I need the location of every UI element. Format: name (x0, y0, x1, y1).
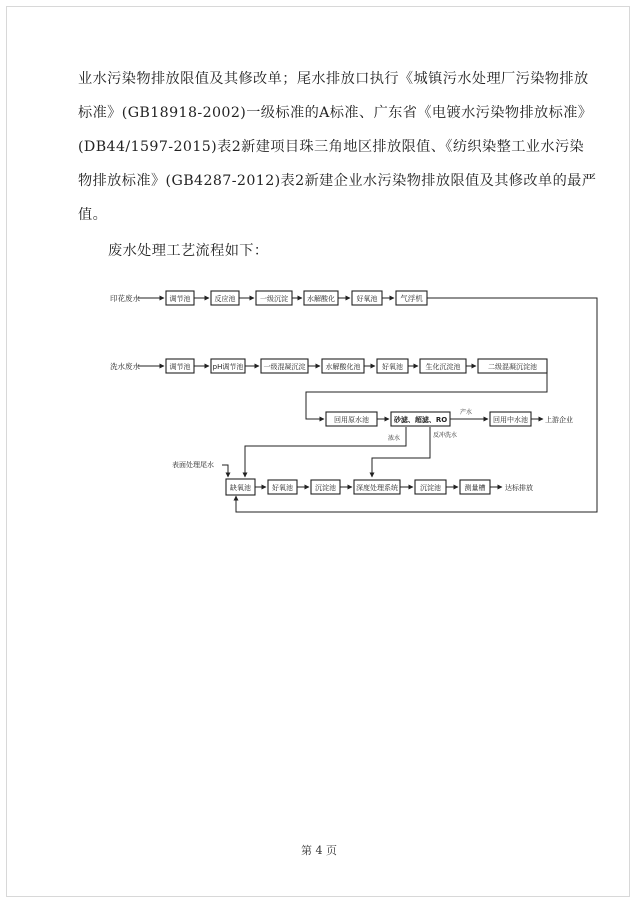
flow-label: 反冲洗水 (433, 432, 458, 439)
process-box-label: 调节池 (169, 295, 191, 303)
text-line: 值。 (78, 207, 108, 223)
paragraph-process-intro: 废水处理工艺流程如下： (108, 243, 269, 259)
text-line: 业水污染物排放限值及其修改单；尾水排放口执行《城镇污水处理厂污染物排放 (78, 71, 589, 87)
process-box (377, 359, 408, 373)
process-box-label: 水解酸化池 (325, 363, 361, 371)
source-label: 洗水废水 (110, 362, 140, 371)
process-box (166, 291, 194, 305)
process-box-label: 反应池 (214, 295, 236, 303)
process-box (352, 291, 382, 305)
process-box (460, 480, 490, 494)
process-box (311, 480, 340, 494)
process-box-label: 沉淀池 (315, 484, 336, 492)
process-box-label: 好氧池 (356, 295, 378, 303)
process-box-label: 沉淀池 (420, 484, 441, 492)
process-box (261, 359, 308, 373)
page-number: 第 4 页 (301, 844, 337, 857)
process-box-label: 水解酸化 (307, 295, 335, 303)
text-line: (DB44/1597-2015)表2新建项目珠三角地区排放限值、《纺织染整工业水污染 (78, 139, 585, 155)
process-box (211, 359, 245, 373)
process-box-label: pH调节池 (212, 363, 244, 371)
output-label: 达标排放 (505, 484, 533, 492)
process-box (478, 359, 547, 373)
flow-label: 浓水 (388, 435, 401, 442)
process-box-label: 深度处理系统 (356, 484, 398, 492)
process-box (326, 412, 377, 426)
text-line: 标准》(GB18918-2002)一级标准的A标准、广东省《电镀水污染物排放标准》 (78, 105, 593, 121)
flow-label: 产水 (460, 409, 473, 416)
process-box (420, 359, 466, 373)
process-box-label: 一级混凝沉淀 (263, 363, 306, 371)
process-box (322, 359, 364, 373)
process-box (166, 359, 194, 373)
process-box (415, 480, 446, 494)
process-box-label: 回用中水池 (493, 416, 528, 424)
process-box-label: 生化沉淀池 (425, 363, 461, 371)
output-label: 上游企业 (545, 416, 573, 424)
process-box (211, 291, 239, 305)
process-box (490, 412, 531, 426)
process-box-label: 砂滤、超滤、RO (393, 416, 448, 424)
process-box (304, 291, 338, 305)
process-box-label: 测量槽 (464, 484, 486, 492)
process-box-label: 二级混凝沉淀池 (488, 363, 537, 371)
process-box-label: 调节池 (169, 363, 191, 371)
process-box (354, 480, 400, 494)
process-box (256, 291, 292, 305)
process-box-label: 气浮机 (400, 294, 423, 303)
source-label: 表面处理尾水 (172, 461, 214, 469)
process-box-label: 好氧池 (382, 363, 403, 371)
process-box-label: 回用原水池 (334, 416, 369, 424)
text-line: 物排放标准》(GB4287-2012)表2新建企业水污染物排放限值及其修改单的最严 (78, 173, 597, 189)
process-box (226, 479, 255, 495)
process-box-label: 好氧池 (272, 484, 293, 492)
process-box (396, 291, 427, 305)
source-label: 印花废水 (110, 294, 140, 303)
process-box-label: 一级沉淀 (260, 295, 288, 303)
process-box-label: 缺氧池 (230, 484, 251, 492)
process-box (391, 412, 450, 426)
process-box (268, 480, 297, 494)
